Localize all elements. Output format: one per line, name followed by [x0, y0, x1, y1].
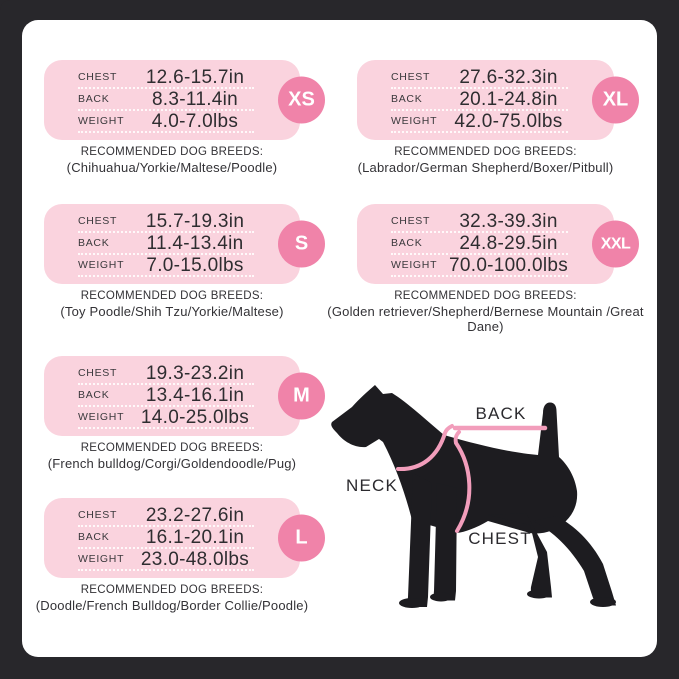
- back-value: 24.8-29.5in: [459, 232, 558, 254]
- weight-label: WEIGHT: [78, 114, 125, 127]
- weight-label: WEIGHT: [78, 410, 125, 423]
- back-label: BACK: [78, 236, 110, 249]
- weight-label: WEIGHT: [78, 552, 125, 565]
- recommended-breeds-block: [11, 441, 333, 472]
- weight-label: WEIGHT: [391, 114, 438, 127]
- diagram-back-label: BACK: [475, 404, 527, 423]
- recommended-breeds-block: [11, 145, 333, 176]
- size-badge-s: S: [278, 221, 325, 268]
- size-badge-xl: XL: [592, 77, 639, 124]
- chest-label: CHEST: [391, 214, 431, 227]
- weight-row: [78, 407, 254, 429]
- size-card-s: [44, 204, 309, 284]
- size-card-m: [44, 356, 310, 436]
- chest-label: CHEST: [78, 366, 118, 379]
- dog-measurement-diagram: [328, 373, 628, 625]
- back-label: BACK: [391, 236, 423, 249]
- back-value: 16.1-20.1in: [145, 526, 245, 548]
- chest-value: 32.3-39.3in: [459, 210, 558, 232]
- size-card-l: [44, 498, 308, 578]
- back-row: [391, 89, 568, 111]
- weight-row: [391, 111, 568, 133]
- chest-value: 12.6-15.7in: [145, 66, 245, 88]
- back-value: 11.4-13.4in: [146, 232, 244, 254]
- diagram-chest-label: CHEST: [468, 529, 532, 548]
- recommended-breeds-block: [325, 145, 647, 176]
- recommended-heading: RECOMMENDED DOG BREEDS:: [394, 290, 577, 302]
- weight-row: [78, 549, 254, 571]
- chest-value: 19.3-23.2in: [145, 362, 245, 384]
- chest-row: [78, 505, 254, 527]
- chest-label: CHEST: [78, 508, 118, 521]
- weight-value: 42.0-75.0lbs: [454, 110, 563, 132]
- weight-label: WEIGHT: [78, 258, 125, 271]
- weight-row: [391, 255, 568, 277]
- back-label: BACK: [391, 92, 423, 105]
- size-group-m: [44, 356, 310, 472]
- chest-label: CHEST: [391, 70, 431, 83]
- chest-row: [78, 67, 254, 89]
- size-badge-l: L: [278, 515, 325, 562]
- back-value: 20.1-24.8in: [459, 88, 558, 110]
- chest-row: [78, 211, 254, 233]
- recommended-breeds-block: [11, 289, 333, 320]
- weight-value: 70.0-100.0lbs: [449, 254, 569, 276]
- size-group-l: [35, 498, 309, 614]
- back-row: [78, 527, 254, 549]
- size-chart-page: [22, 20, 657, 657]
- recommended-heading: RECOMMENDED DOG BREEDS:: [80, 584, 264, 596]
- weight-row: [78, 111, 254, 133]
- size-group-s: [44, 204, 309, 320]
- breeds-list: (French bulldog/Corgi/Goldendoodle/Pug): [47, 456, 297, 472]
- weight-value: 4.0-7.0lbs: [151, 110, 239, 132]
- back-label: BACK: [78, 92, 110, 105]
- size-card-xl: [357, 60, 629, 140]
- size-badge-m: M: [278, 373, 325, 420]
- diagram-neck-label: NECK: [345, 476, 399, 495]
- chest-row: [78, 363, 254, 385]
- size-group-xl: [357, 60, 629, 176]
- recommended-breeds-block: [325, 289, 647, 334]
- back-label: BACK: [78, 530, 110, 543]
- back-row: [78, 233, 254, 255]
- chest-value: 23.2-27.6in: [145, 504, 245, 526]
- breeds-list: (Toy Poodle/Shih Tzu/Yorkie/Maltese): [60, 304, 284, 320]
- weight-row: [78, 255, 254, 277]
- back-label: BACK: [78, 388, 110, 401]
- size-group-xs: [44, 60, 315, 176]
- chest-value: 27.6-32.3in: [459, 66, 558, 88]
- breeds-list: (Labrador/German Shepherd/Boxer/Pitbull): [357, 160, 614, 176]
- weight-value: 7.0-15.0lbs: [146, 254, 244, 276]
- recommended-heading: RECOMMENDED DOG BREEDS:: [80, 290, 264, 302]
- size-card-xs: [44, 60, 315, 140]
- size-group-xxl: [327, 204, 644, 334]
- size-badge-xs: XS: [278, 77, 325, 124]
- breeds-list: (Golden retriever/Shepherd/Bernese Mountain /Great Dane): [327, 304, 644, 334]
- size-badge-xxl: XXL: [592, 221, 639, 268]
- recommended-breeds-block: [11, 583, 333, 614]
- size-card-xxl: [357, 204, 631, 284]
- chest-row: [391, 211, 568, 233]
- weight-value: 23.0-48.0lbs: [140, 548, 250, 570]
- breeds-list: (Doodle/French Bulldog/Border Collie/Poodle): [35, 598, 309, 614]
- back-row: [78, 89, 254, 111]
- chest-value: 15.7-19.3in: [145, 210, 245, 232]
- back-row: [78, 385, 254, 407]
- weight-label: WEIGHT: [391, 258, 438, 271]
- chest-label: CHEST: [78, 214, 118, 227]
- recommended-heading: RECOMMENDED DOG BREEDS:: [80, 146, 264, 158]
- weight-value: 14.0-25.0lbs: [140, 406, 250, 428]
- recommended-heading: RECOMMENDED DOG BREEDS:: [394, 146, 577, 158]
- back-value: 8.3-11.4in: [151, 88, 239, 110]
- back-value: 13.4-16.1in: [145, 384, 245, 406]
- chest-row: [391, 67, 568, 89]
- recommended-heading: RECOMMENDED DOG BREEDS:: [80, 442, 264, 454]
- chest-label: CHEST: [78, 70, 118, 83]
- back-row: [391, 233, 568, 255]
- breeds-list: (Chihuahua/Yorkie/Maltese/Poodle): [66, 160, 278, 176]
